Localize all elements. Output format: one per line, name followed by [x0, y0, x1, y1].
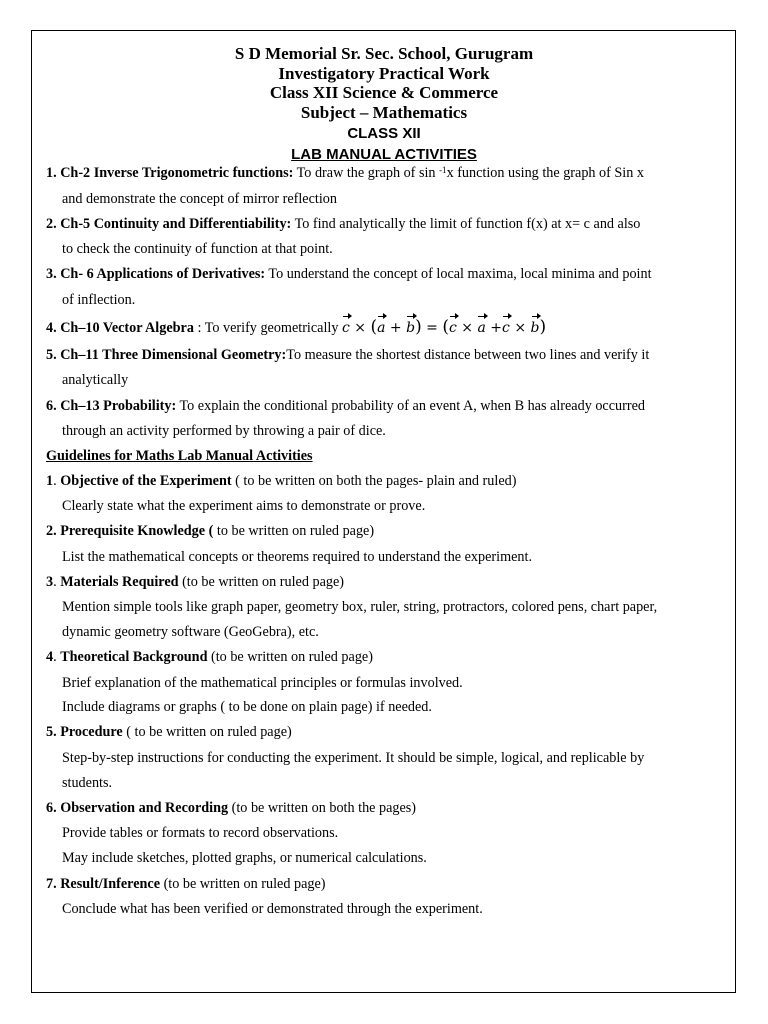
guideline-note: ( to be written on both the pages- plain and ruled) [231, 473, 517, 489]
guideline-number: 3 [46, 574, 54, 590]
activity-number: 3. [46, 266, 57, 282]
guideline-title: Prerequisite Knowledge ( [60, 523, 214, 539]
activity-2-cont: to check the continuity of function at that point. [62, 241, 333, 257]
activity-number: 4. [46, 320, 57, 336]
activity-6-cont: through an activity performed by throwing a pair of dice. [62, 423, 386, 439]
guideline-title: Objective of the Experiment [60, 473, 232, 489]
guideline-4-line: Include diagrams or graphs ( to be done on plain page) if needed. [62, 699, 432, 715]
guideline-5 [46, 723, 292, 741]
guideline-1-line: Clearly state what the experiment aims to demonstrate or prove. [62, 498, 426, 514]
guideline-number: 2. [46, 523, 57, 539]
activity-title: Ch–13 Probability: [60, 398, 177, 414]
guideline-note: (to be written on both the pages) [228, 800, 417, 816]
guideline-3-line: Mention simple tools like graph paper, geometry box, ruler, string, protractors, colored pens, chart paper, [62, 599, 658, 615]
activity-number: 6. [46, 398, 57, 414]
guideline-5-line: Step-by-step instructions for conducting the experiment. It should be simple, logical, and replicable by [62, 750, 645, 766]
guideline-number: 6. [46, 800, 57, 816]
activity-5 [46, 346, 649, 364]
guideline-note: (to be written on ruled page) [178, 574, 344, 590]
guideline-6-line: Provide tables or formats to record observations. [62, 825, 339, 841]
guideline-note: to be written on ruled page) [213, 523, 375, 539]
activity-text: x function using the graph of Sin x [446, 165, 644, 181]
activity-number: 2. [46, 216, 57, 232]
lab-heading: LAB MANUAL ACTIVITIES [291, 146, 477, 163]
activity-title: Ch–11 Three Dimensional Geometry: [60, 347, 287, 363]
superscript: -1 [439, 165, 447, 175]
guideline-3: 3. Materials Required (to be written on ruled page) [46, 574, 344, 590]
activity-2 [46, 215, 640, 233]
guideline-number: 7. [46, 876, 57, 892]
class-heading: CLASS XII [347, 125, 421, 142]
activity-number: 1. [46, 165, 57, 181]
guideline-title: Result/Inference [60, 876, 161, 892]
activity-3-cont: of inflection. [62, 292, 136, 308]
activity-text: To draw the graph of sin [293, 165, 440, 181]
activity-1 [46, 164, 644, 182]
guideline-number: 1 [46, 473, 54, 489]
activity-text: To explain the conditional probability of an event A, when B has already occurred [176, 398, 645, 414]
activity-text: To find analytically the limit of function f(x) at x= c and also [291, 216, 641, 232]
activity-title: Ch–10 Vector Algebra [60, 320, 194, 336]
guideline-title: Procedure [60, 724, 123, 740]
activity-text: To understand the concept of local maxima, local minima and point [265, 266, 652, 282]
activity-text: : To verify geometrically [193, 320, 342, 336]
guideline-1: 1. Objective of the Experiment ( to be written on both the pages- plain and ruled) [46, 473, 517, 489]
guideline-title: Theoretical Background [60, 649, 208, 665]
activity-5-cont: analytically [62, 372, 129, 388]
school-name: S D Memorial Sr. Sec. School, Gurugram [234, 44, 534, 63]
activity-6 [46, 397, 645, 415]
guideline-title: Observation and Recording [60, 800, 229, 816]
guideline-6-line: May include sketches, plotted graphs, or numerical calculations. [62, 850, 427, 866]
activity-4 [46, 318, 546, 337]
guideline-3-line: dynamic geometry software (GeoGebra), etc. [62, 624, 319, 640]
class-line: Class XII Science & Commerce [269, 83, 499, 102]
guideline-6 [46, 799, 416, 817]
activity-title: Ch-5 Continuity and Differentiability: [60, 216, 292, 232]
activity-text: To measure the shortest distance between two lines and verify it [286, 347, 650, 363]
subject-line: Subject – Mathematics [300, 103, 468, 122]
guideline-note: (to be written on ruled page) [207, 649, 373, 665]
guideline-title: Materials Required [60, 574, 179, 590]
guideline-number: 4 [46, 649, 54, 665]
guideline-2 [46, 522, 374, 540]
guideline-4-line: Brief explanation of the mathematical principles or formulas involved. [62, 675, 463, 691]
guideline-7-line: Conclude what has been verified or demonstrated through the experiment. [62, 901, 483, 917]
work-title: Investigatory Practical Work [278, 64, 490, 83]
vector-formula: c × (a + b) = (c × a +c × b) [341, 317, 547, 337]
guideline-2-line: List the mathematical concepts or theorems required to understand the experiment. [62, 549, 532, 565]
activity-1-cont: and demonstrate the concept of mirror reflection [62, 191, 337, 207]
guideline-5-line: students. [62, 775, 113, 791]
guideline-note: ( to be written on ruled page) [122, 724, 292, 740]
guideline-7 [46, 875, 325, 893]
guideline-4: 4. Theoretical Background (to be written on ruled page) [46, 649, 373, 665]
activity-title: Ch-2 Inverse Trigonometric functions: [60, 165, 294, 181]
guideline-note: (to be written on ruled page) [160, 876, 326, 892]
activity-3 [46, 265, 652, 283]
activity-title: Ch- 6 Applications of Derivatives: [60, 266, 266, 282]
guideline-number: 5. [46, 724, 57, 740]
guidelines-heading: Guidelines for Maths Lab Manual Activities [46, 448, 313, 464]
activity-number: 5. [46, 347, 57, 363]
